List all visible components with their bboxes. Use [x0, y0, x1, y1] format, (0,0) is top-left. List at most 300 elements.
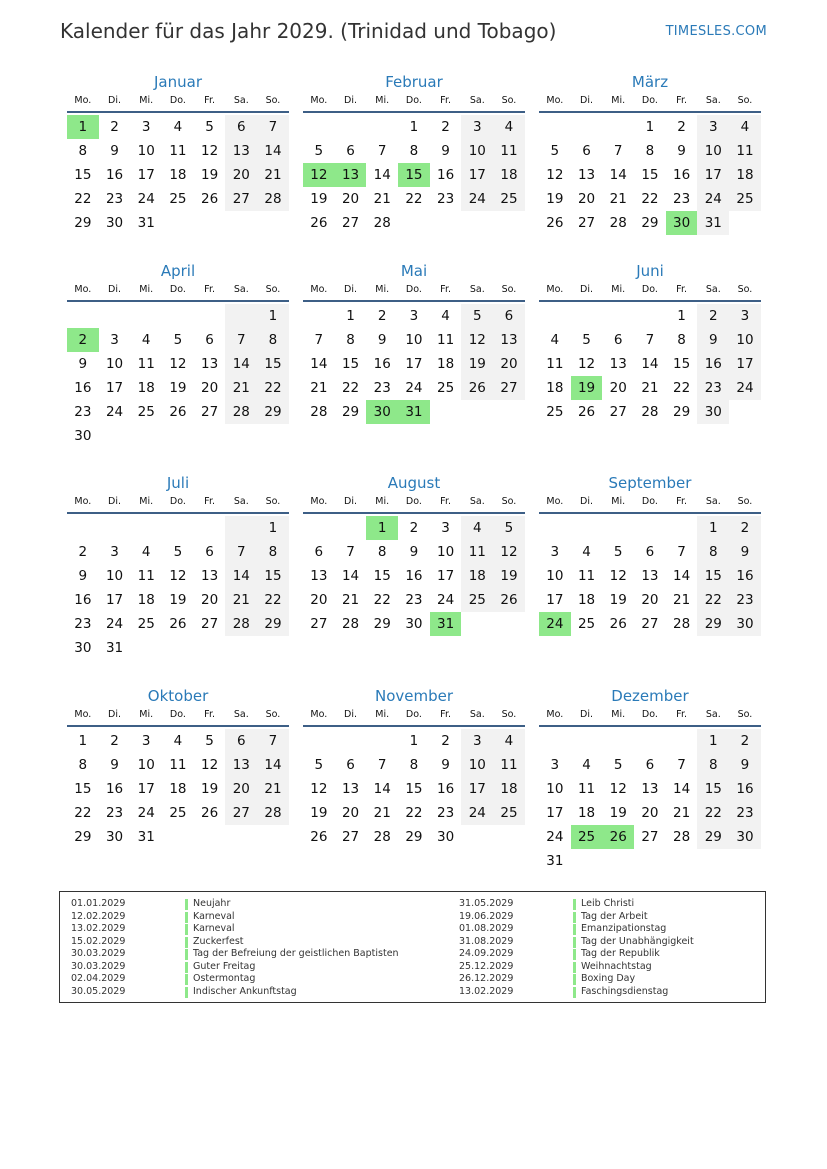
day-cell: 2 [78, 544, 88, 560]
weekday-label: Mo. [74, 496, 92, 507]
day-cell: 3 [550, 544, 560, 560]
day-cell: 5 [173, 332, 183, 348]
weekday-label: Mi. [375, 284, 390, 295]
weekday-header [67, 94, 289, 113]
weekday-label: Do. [405, 709, 422, 720]
empty-cell [666, 729, 698, 753]
empty-cell [303, 516, 335, 540]
day-cell: 1 [257, 516, 289, 540]
weekday-label: Di. [580, 284, 594, 295]
day-cell: 3 [409, 308, 419, 324]
day-cell: 20 [201, 592, 219, 608]
legend-holiday-name: Tag der Befreiung der geistlichen Baptisten [193, 948, 399, 959]
weekday-label: Do. [641, 284, 658, 295]
day-cell: 19 [546, 191, 564, 207]
day-cell: 17 [697, 163, 729, 187]
day-cell: 10 [697, 139, 729, 163]
weekday-label: Mi. [375, 95, 390, 106]
day-cell: 5 [613, 757, 623, 773]
day-cell: 28 [373, 215, 391, 231]
day-cell: 24 [137, 191, 155, 207]
legend-holiday-name: Leib Christi [581, 898, 635, 909]
empty-cell [539, 729, 571, 753]
day-cell: 15 [74, 167, 92, 183]
legend-date: 30.05.2029 [71, 985, 126, 997]
day-cell: 14 [373, 167, 391, 183]
day-cell: 30 [729, 825, 761, 849]
weekday-label: Di. [108, 709, 122, 720]
day-cell: 31 [697, 211, 729, 235]
weekday-label: So. [265, 709, 281, 720]
empty-cell [335, 729, 367, 753]
day-cell: 29 [697, 825, 729, 849]
day-cell: 25 [169, 805, 187, 821]
day-cell: 22 [641, 191, 659, 207]
day-cell: 28 [225, 400, 257, 424]
day-cell: 16 [729, 777, 761, 801]
weekday-header [539, 94, 761, 113]
day-cell: 15 [74, 781, 92, 797]
day-cell: 1 [257, 304, 289, 328]
holiday-day-cell: 31 [430, 612, 462, 636]
day-cell: 23 [105, 805, 124, 821]
holiday-day-cell: 31 [398, 400, 430, 424]
day-cell: 31 [137, 215, 155, 231]
day-cell: 19 [310, 191, 328, 207]
empty-cell [602, 516, 634, 540]
weekday-label: Mo. [74, 95, 92, 106]
weekday-label: Fr. [676, 496, 687, 507]
day-cell: 15 [257, 352, 289, 376]
day-cell: 12 [310, 781, 328, 797]
day-cell: 6 [582, 143, 591, 159]
empty-cell [602, 115, 634, 139]
weekday-header [303, 708, 525, 727]
day-cell: 27 [310, 616, 328, 632]
day-cell: 4 [173, 733, 183, 749]
empty-cell [366, 729, 398, 753]
weekday-label: Do. [641, 709, 658, 720]
day-cell: 4 [493, 729, 525, 753]
day-cell: 11 [729, 139, 761, 163]
day-cell: 19 [461, 352, 493, 376]
day-cell: 1 [645, 119, 655, 135]
day-cell: 13 [641, 781, 659, 797]
weekday-label: Mi. [139, 284, 154, 295]
day-cell: 23 [729, 801, 761, 825]
day-cell: 9 [729, 753, 761, 777]
day-cell: 27 [577, 215, 596, 231]
day-cell: 30 [437, 829, 455, 845]
day-cell: 13 [201, 568, 219, 584]
day-cell: 11 [169, 143, 187, 159]
day-cell: 20 [641, 805, 659, 821]
day-cell: 18 [461, 564, 493, 588]
weekday-label: Do. [641, 496, 658, 507]
legend-color-marker [573, 937, 576, 948]
day-cell: 3 [729, 304, 761, 328]
month-märz [539, 72, 761, 235]
day-cell: 21 [641, 380, 659, 396]
day-cell: 26 [201, 805, 219, 821]
legend-color-marker [573, 924, 576, 935]
weekday-label: So. [265, 95, 281, 106]
weekday-label: Mi. [139, 496, 154, 507]
day-cell: 10 [437, 544, 455, 560]
day-cell: 23 [673, 191, 691, 207]
day-cell: 13 [641, 568, 659, 584]
day-grid [539, 304, 761, 424]
day-cell: 27 [225, 801, 257, 825]
day-cell: 3 [697, 115, 729, 139]
legend-holiday-name: Faschingsdienstag [581, 985, 669, 997]
day-cell: 12 [461, 328, 493, 352]
weekday-label: Sa. [469, 284, 485, 295]
day-cell: 3 [550, 757, 560, 773]
legend-date: 13.02.2029 [459, 985, 514, 997]
day-cell: 16 [105, 781, 124, 797]
day-cell: 25 [729, 187, 761, 211]
day-cell: 19 [201, 781, 219, 797]
month-name: März [631, 73, 669, 91]
day-cell: 29 [74, 215, 92, 231]
day-cell: 4 [441, 308, 450, 324]
month-name: Dezember [611, 687, 689, 705]
day-cell: 6 [493, 304, 525, 328]
empty-cell [162, 516, 194, 540]
day-cell: 24 [546, 829, 564, 845]
day-cell: 25 [137, 404, 155, 420]
month-februar [303, 72, 525, 235]
day-cell: 16 [405, 568, 423, 584]
day-cell: 3 [110, 332, 119, 348]
legend-color-marker [573, 987, 576, 998]
day-cell: 10 [729, 328, 761, 352]
day-cell: 27 [201, 404, 219, 420]
day-cell: 17 [729, 352, 761, 376]
holiday-day-cell: 2 [67, 328, 99, 352]
day-cell: 22 [74, 191, 92, 207]
day-cell: 10 [461, 753, 493, 777]
empty-cell [571, 304, 603, 328]
weekday-label: So. [737, 284, 753, 295]
day-cell: 27 [493, 376, 525, 400]
day-cell: 22 [257, 588, 289, 612]
day-cell: 29 [641, 215, 659, 231]
day-cell: 18 [577, 805, 596, 821]
empty-cell [335, 516, 367, 540]
day-cell: 8 [645, 143, 655, 159]
day-cell: 30 [729, 612, 761, 636]
day-cell: 9 [78, 356, 88, 372]
day-cell: 16 [673, 167, 691, 183]
legend-color-marker [573, 962, 576, 973]
day-cell: 17 [461, 777, 493, 801]
day-cell: 20 [310, 592, 328, 608]
weekday-label: Sa. [469, 709, 485, 720]
legend-date: 13.02.2029 [71, 923, 126, 934]
empty-cell [303, 115, 335, 139]
day-cell: 15 [405, 781, 423, 797]
day-cell: 21 [341, 592, 360, 608]
weekday-label: Sa. [705, 709, 721, 720]
day-cell: 21 [225, 588, 257, 612]
weekday-label: Fr. [204, 95, 215, 106]
day-cell: 29 [373, 616, 391, 632]
day-cell: 13 [341, 781, 360, 797]
weekday-label: Mo. [74, 284, 92, 295]
weekday-label: Mo. [310, 95, 328, 106]
day-grid [303, 115, 525, 235]
day-cell: 26 [201, 191, 219, 207]
month-name: Oktober [147, 687, 209, 705]
holiday-day-cell: 24 [539, 612, 571, 636]
day-cell: 28 [225, 612, 257, 636]
holiday-day-cell: 25 [571, 825, 603, 849]
month-name: April [160, 262, 196, 280]
weekday-label: Sa. [233, 496, 249, 507]
weekday-label: Mo. [310, 709, 328, 720]
month-juni [539, 261, 761, 424]
month-name: Mai [400, 262, 428, 280]
day-cell: 14 [673, 781, 691, 797]
day-cell: 27 [609, 404, 627, 420]
day-cell: 4 [582, 757, 591, 773]
day-grid [303, 516, 525, 636]
weekday-label: Di. [580, 709, 594, 720]
day-cell: 27 [341, 215, 360, 231]
empty-cell [67, 516, 99, 540]
weekday-label: Di. [580, 95, 594, 106]
day-cell: 29 [697, 612, 729, 636]
month-name: Juli [166, 474, 190, 492]
day-cell: 9 [441, 757, 450, 773]
day-cell: 14 [341, 568, 360, 584]
day-cell: 1 [78, 733, 88, 749]
day-cell: 22 [405, 805, 423, 821]
month-name: November [374, 687, 454, 705]
empty-cell [602, 729, 634, 753]
day-cell: 2 [409, 520, 419, 536]
day-cell: 14 [609, 167, 627, 183]
day-cell: 8 [78, 143, 88, 159]
day-cell: 16 [437, 167, 455, 183]
weekday-header [67, 495, 289, 514]
day-cell: 8 [409, 757, 419, 773]
legend-date: 19.06.2029 [459, 910, 514, 922]
day-cell: 7 [377, 143, 387, 159]
day-cell: 16 [74, 380, 92, 396]
day-cell: 15 [641, 167, 659, 183]
month-april [67, 261, 289, 448]
day-cell: 9 [110, 757, 119, 773]
weekday-label: Sa. [469, 95, 485, 106]
day-cell: 15 [373, 568, 391, 584]
day-cell: 1 [346, 308, 355, 324]
day-cell: 8 [409, 143, 419, 159]
weekday-label: Mi. [375, 496, 390, 507]
empty-cell [366, 115, 398, 139]
legend-date: 30.03.2029 [71, 960, 126, 972]
day-cell: 17 [437, 568, 455, 584]
weekday-label: Sa. [233, 709, 249, 720]
legend-date: 30.03.2029 [71, 948, 126, 959]
day-cell: 29 [257, 612, 289, 636]
weekday-header [303, 94, 525, 113]
day-cell: 28 [257, 801, 289, 825]
day-cell: 14 [257, 139, 289, 163]
holiday-day-cell: 30 [366, 400, 398, 424]
day-cell: 4 [173, 119, 183, 135]
day-cell: 18 [169, 781, 187, 797]
legend-date: 12.02.2029 [71, 910, 126, 922]
legend-holiday-name: Neujahr [193, 898, 231, 909]
day-cell: 8 [697, 540, 729, 564]
day-cell: 5 [582, 332, 591, 348]
day-cell: 30 [74, 428, 92, 444]
day-grid [67, 115, 289, 235]
legend-color-marker [573, 974, 576, 985]
day-cell: 24 [461, 187, 493, 211]
day-cell: 9 [697, 328, 729, 352]
month-juli [67, 473, 289, 660]
day-cell: 19 [609, 592, 627, 608]
weekday-label: Fr. [676, 284, 687, 295]
day-grid [303, 304, 525, 424]
weekday-header [539, 283, 761, 302]
day-cell: 2 [377, 308, 387, 324]
day-cell: 20 [609, 380, 627, 396]
weekday-label: Mo. [546, 709, 564, 720]
day-cell: 13 [493, 328, 525, 352]
weekday-label: Mo. [310, 496, 328, 507]
empty-cell [162, 304, 194, 328]
empty-cell [225, 304, 257, 328]
empty-cell [539, 115, 571, 139]
weekday-label: Fr. [676, 95, 687, 106]
weekday-label: Fr. [676, 709, 687, 720]
day-cell: 2 [729, 516, 761, 540]
day-cell: 20 [641, 592, 659, 608]
month-september [539, 473, 761, 636]
day-cell: 10 [105, 568, 124, 584]
day-cell: 11 [546, 356, 564, 372]
day-cell: 17 [105, 592, 124, 608]
day-cell: 24 [137, 805, 155, 821]
day-cell: 25 [493, 187, 525, 211]
day-cell: 8 [257, 540, 289, 564]
day-cell: 14 [641, 356, 659, 372]
empty-cell [130, 304, 162, 328]
day-cell: 12 [201, 757, 219, 773]
weekday-label: So. [501, 709, 517, 720]
day-cell: 4 [493, 115, 525, 139]
month-mai [303, 261, 525, 424]
day-grid [539, 516, 761, 636]
day-cell: 11 [169, 757, 187, 773]
day-cell: 27 [201, 616, 219, 632]
weekday-label: Di. [344, 95, 358, 106]
day-cell: 2 [677, 119, 686, 135]
day-cell: 9 [409, 544, 419, 560]
day-cell: 5 [613, 544, 623, 560]
weekday-label: Do. [169, 709, 186, 720]
day-cell: 7 [225, 540, 257, 564]
day-cell: 17 [137, 167, 155, 183]
day-cell: 3 [110, 544, 119, 560]
day-cell: 13 [225, 753, 257, 777]
day-cell: 7 [225, 328, 257, 352]
empty-cell [539, 304, 571, 328]
day-cell: 21 [310, 380, 328, 396]
day-cell: 12 [201, 143, 219, 159]
day-cell: 1 [677, 308, 686, 324]
day-cell: 28 [641, 404, 659, 420]
day-cell: 8 [377, 544, 387, 560]
day-cell: 13 [577, 167, 596, 183]
day-cell: 3 [141, 733, 151, 749]
day-cell: 1 [697, 516, 729, 540]
weekday-label: Di. [344, 709, 358, 720]
weekday-label: Fr. [440, 496, 451, 507]
weekday-label: So. [501, 496, 517, 507]
site-logo-text[interactable]: TIMESLES.COM [665, 24, 767, 39]
holiday-legend [59, 891, 766, 1003]
weekday-label: Di. [108, 496, 122, 507]
weekday-label: Fr. [440, 709, 451, 720]
day-cell: 20 [577, 191, 596, 207]
weekday-label: Mi. [611, 284, 626, 295]
day-cell: 9 [78, 568, 88, 584]
day-cell: 27 [341, 829, 360, 845]
day-cell: 16 [74, 592, 92, 608]
legend-holiday-name: Zuckerfest [193, 935, 244, 947]
month-januar [67, 72, 289, 235]
day-cell: 15 [697, 777, 729, 801]
day-cell: 2 [110, 733, 119, 749]
day-cell: 22 [697, 588, 729, 612]
day-cell: 26 [577, 404, 596, 420]
day-cell: 5 [314, 757, 324, 773]
day-cell: 28 [673, 616, 691, 632]
weekday-label: So. [501, 284, 517, 295]
day-cell: 16 [105, 167, 124, 183]
day-cell: 24 [461, 801, 493, 825]
legend-holiday-name: Tag der Arbeit [581, 910, 648, 922]
empty-cell [99, 304, 131, 328]
weekday-header [303, 283, 525, 302]
day-cell: 10 [546, 568, 564, 584]
day-cell: 23 [437, 191, 455, 207]
day-grid [539, 115, 761, 235]
day-cell: 7 [257, 115, 289, 139]
day-cell: 20 [493, 352, 525, 376]
day-cell: 28 [373, 829, 391, 845]
weekday-label: Fr. [204, 496, 215, 507]
weekday-label: Sa. [233, 284, 249, 295]
day-cell: 30 [405, 616, 423, 632]
weekday-label: Fr. [204, 709, 215, 720]
day-cell: 12 [609, 781, 627, 797]
day-cell: 19 [169, 380, 187, 396]
weekday-label: Mo. [546, 496, 564, 507]
month-name: August [387, 474, 441, 492]
weekday-label: Mi. [375, 709, 390, 720]
day-cell: 9 [729, 540, 761, 564]
day-cell: 6 [645, 757, 655, 773]
day-cell: 25 [577, 616, 596, 632]
empty-cell [225, 516, 257, 540]
